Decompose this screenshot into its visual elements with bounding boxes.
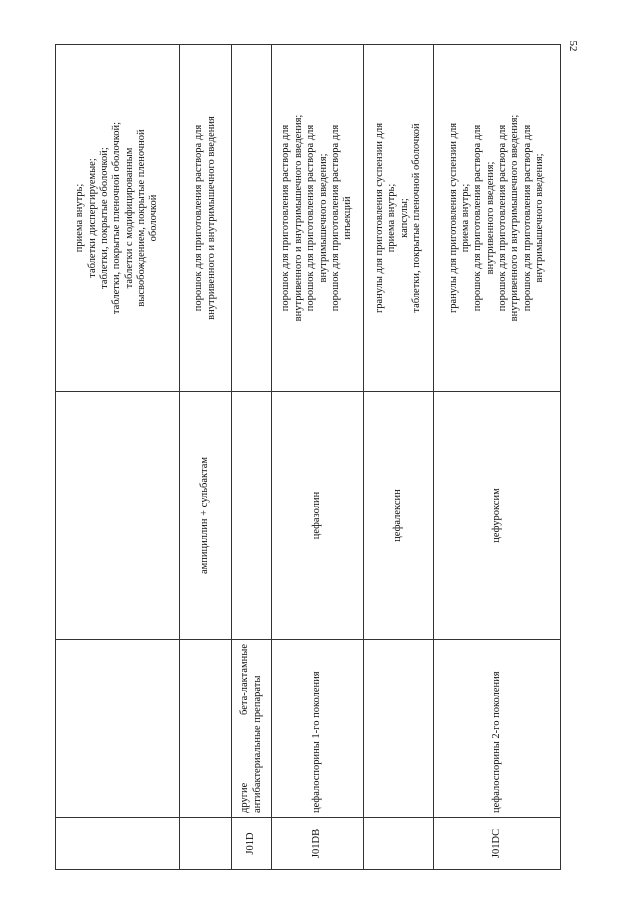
dosage-form-line: внутримышечного введения; — [534, 153, 546, 283]
dosage-forms-cell — [434, 45, 561, 392]
dosage-form-line: внутримышечного введения; — [317, 153, 329, 283]
group-cell: цефалоспорины 2-го поколения — [434, 640, 561, 818]
group-cell — [232, 640, 272, 818]
dosage-form-line: таблетки, покрытые пленочной оболочкой — [410, 123, 422, 313]
dosage-form-line: приема внутрь; — [74, 183, 86, 253]
dosage-form-line: внутривенного и внутримышечного введения — [205, 116, 217, 320]
dosage-form-line: порошок для приготовления раствора для — [305, 124, 317, 312]
dosage-forms-cell — [180, 45, 232, 392]
table-row — [364, 45, 434, 870]
dosage-form-line: высвобождением, покрытые пленочной — [136, 129, 148, 307]
atc-code-cell: J01DB — [272, 818, 364, 870]
atc-code-cell — [180, 818, 232, 870]
group-cell: цефалоспорины 1-го поколения — [272, 640, 364, 818]
dosage-form-line: инъекций — [342, 196, 354, 240]
group-second-line: антибактериальные препараты — [251, 675, 263, 813]
dosage-form-line: порошок для приготовления раствора для — [497, 124, 508, 312]
dosage-form-line: таблетки с модифицированным — [123, 147, 135, 289]
dosage-form-line: порошок для приготовления раствора для — [193, 124, 205, 312]
atc-code-cell: J01D — [232, 818, 272, 870]
dosage-form-line: капсулы; — [398, 198, 410, 238]
dosage-form-line: таблетки, покрытые оболочкой; — [98, 147, 110, 289]
table-row — [434, 45, 561, 870]
table-row — [232, 45, 272, 870]
inn-cell: ампициллин + сульбактам — [180, 392, 232, 640]
atc-code-cell — [364, 818, 434, 870]
inn-cell: цефуроксим — [434, 392, 561, 640]
dosage-form-line: порошок для приготовления раствора для — [472, 124, 484, 312]
dosage-form-line: таблетки, покрытые пленочной оболочкой; — [111, 121, 123, 315]
rotated-page — [55, 45, 560, 870]
group-cell — [56, 640, 180, 818]
table-row — [180, 45, 232, 870]
dosage-form-line: порошок для приготовления раствора для — [280, 124, 292, 312]
dosage-form-line: внутривенного и внутримышечного введения; — [509, 114, 521, 322]
dosage-form-line: гранулы для приготовления суспензии для — [447, 122, 459, 314]
dosage-form-line: приема внутрь; — [386, 183, 398, 253]
group-word-right: бета-лактамные — [239, 644, 251, 715]
atc-code-cell: J01DC — [434, 818, 561, 870]
group-cell — [180, 640, 232, 818]
dosage-forms-cell — [272, 45, 364, 392]
inn-cell — [56, 392, 180, 640]
group-word-left: другие — [239, 782, 251, 813]
table-row — [272, 45, 364, 870]
dosage-form-line: оболочкой — [148, 194, 160, 242]
dosage-form-line: таблетки диспергируемые; — [86, 158, 98, 278]
dosage-form-line: приема внутрь; — [459, 183, 471, 253]
dosage-form-line: внутривенного и внутримышечного введения; — [292, 114, 304, 322]
dosage-form-line: порошок для приготовления раствора для — [329, 124, 341, 312]
inn-cell — [232, 392, 272, 640]
dosage-form-line: порошок для приготовления раствора для — [521, 124, 533, 312]
dosage-form-line: внутривенного введения; — [484, 161, 496, 275]
dosage-form-line: гранулы для приготовления суспензии для — [373, 122, 385, 314]
dosage-forms-cell — [364, 45, 434, 392]
group-cell — [364, 640, 434, 818]
table-row — [56, 45, 180, 870]
page-number: 52 — [567, 40, 579, 52]
inn-cell: цефазолин — [272, 392, 364, 640]
drug-table — [55, 44, 561, 870]
atc-code-cell — [56, 818, 180, 870]
inn-cell: цефалексин — [364, 392, 434, 640]
group-first-line — [239, 644, 251, 813]
dosage-forms-cell — [232, 45, 272, 392]
dosage-forms-cell — [56, 45, 180, 392]
